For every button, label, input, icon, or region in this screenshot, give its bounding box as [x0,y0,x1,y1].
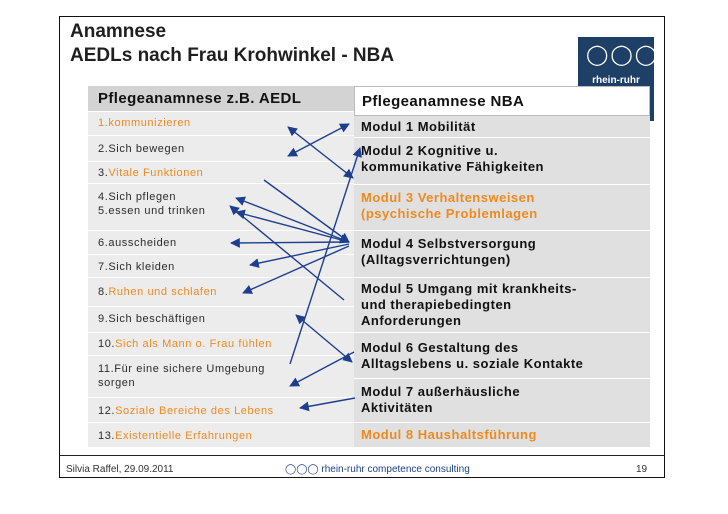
arrow-link [300,398,355,408]
arrow-link [288,127,353,178]
aedl-label: Existentielle Erfahrungen [115,430,253,442]
arrow-link [264,180,349,242]
module-label: Modul 1 Mobilität [361,119,476,134]
module-label: (psychische Problemlagen [361,206,538,221]
aedl-label: Ruhen und schlafen [108,286,218,298]
footer-company [285,464,470,475]
aedl-prefix: 3. [98,167,109,179]
footer-divider [59,455,665,456]
module-label: Aktivitäten [361,400,433,415]
slide-title-line2: AEDLs nach Frau Krohwinkel - NBA [70,45,395,66]
module-label: kommunikative Fähigkeiten [361,159,544,174]
aedl-label: Soziale Bereiche des Lebens [115,405,274,417]
module-label: (Alltagsverrichtungen) [361,252,511,267]
arrow-link [236,212,349,242]
module-label: Modul 5 Umgang mit krankheits- [361,281,577,296]
page-number: 19 [636,464,648,475]
arrow-link [290,352,354,386]
aedl-label: 2.Sich bewegen [98,143,185,155]
module-label: Anforderungen [361,313,462,328]
module-label: Modul 3 Verhaltensweisen [361,190,535,205]
footer-author-date: Silvia Raffel, 29.09.2011 [66,464,174,475]
right-header: Pflegeanamnese NBA [354,86,650,116]
module-label: Modul 2 Kognitive u. [361,143,499,158]
aedl-prefix: 8. [98,286,109,298]
module-label: und therapiebedingten [361,297,512,312]
left-header: Pflegeanamnese z.B. AEDL [88,86,354,112]
module-label: Modul 4 Selbstversorgung [361,236,537,251]
module-label: Modul 7 außerhäusliche [361,384,521,399]
arrow-link [231,242,349,243]
aedl-label: Sich als Mann o. Frau fühlen [115,338,272,350]
arrow-link [230,206,344,300]
aedl-label: Vitale Funktionen [108,167,204,179]
aedl-prefix: 13. [98,430,116,442]
aedl-label: 1.kommunizieren [98,117,191,129]
arrow-link [250,244,349,265]
aedl-label: 6.ausscheiden [98,237,177,249]
aedl-prefix: 12. [98,405,116,417]
arrow-link [243,246,349,293]
company-circles-icon: ◯◯◯ [285,464,319,475]
aedl-label: sorgen [98,377,136,389]
aedl-prefix: 10. [98,338,116,350]
arrow-link [290,148,360,364]
slide-title-line1: Anamnese [70,21,167,42]
aedl-label: 11.Für eine sichere Umgebung [98,363,266,375]
aedl-label: 4.Sich pflegen [98,191,177,203]
logo-circles-icon: ◯◯◯ [586,44,660,66]
module-label: Alltagslebens u. soziale Kontakte [361,356,584,371]
module-label: Modul 6 Gestaltung des [361,340,519,355]
module-label: Modul 8 Haushaltsführung [361,427,537,442]
aedl-label: 7.Sich kleiden [98,261,175,273]
aedl-label: 5.essen und trinken [98,205,206,217]
logo-text: rhein-ruhr [592,75,640,86]
arrow-link [296,315,352,362]
company-name: rhein-ruhr competence consulting [321,464,470,475]
aedl-label: 9.Sich beschäftigen [98,313,206,325]
